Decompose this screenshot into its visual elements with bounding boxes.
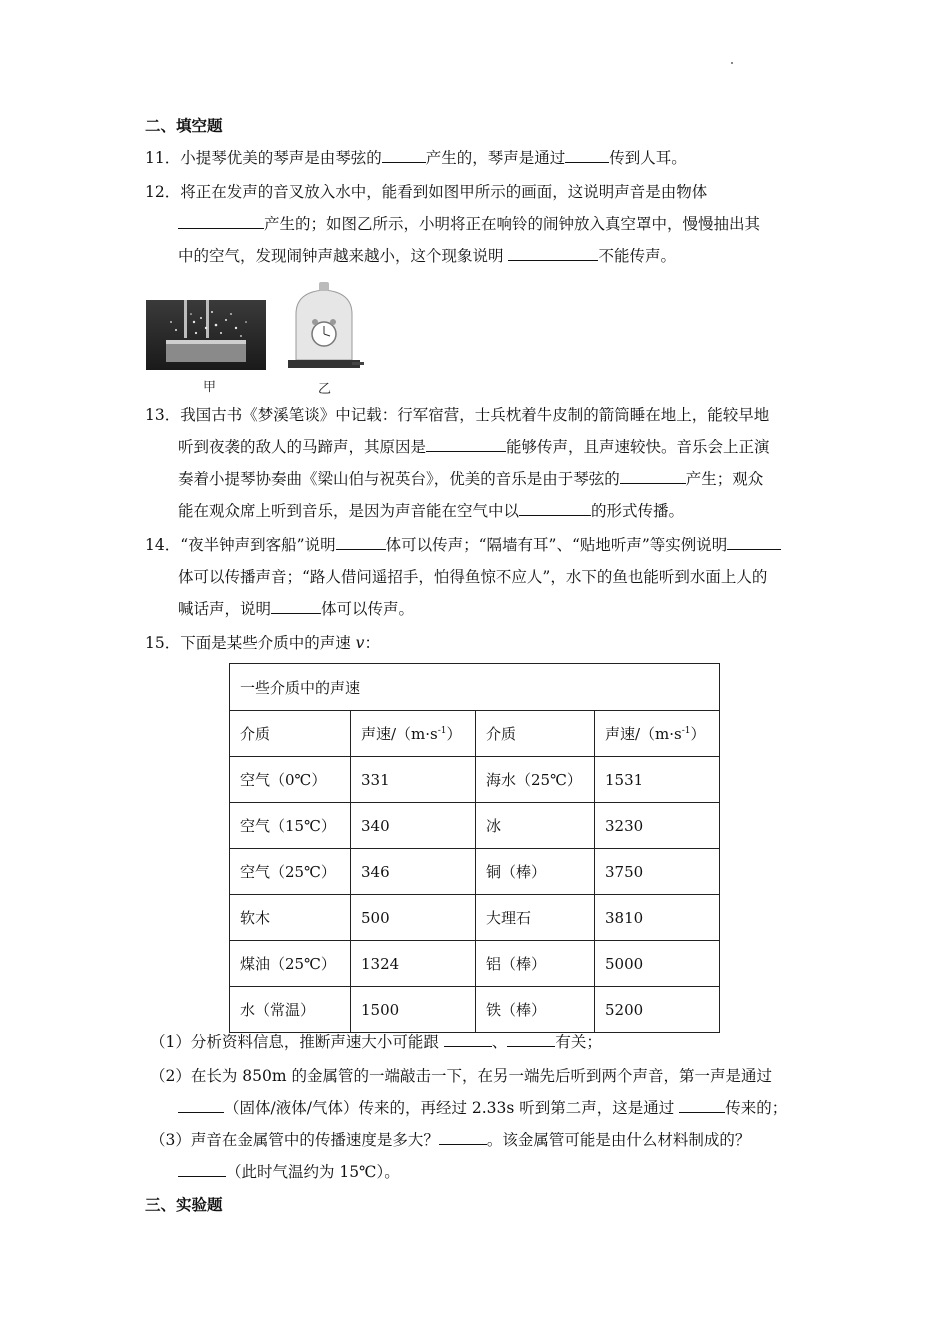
- answer-blank[interactable]: [382, 147, 426, 163]
- sound-speed-table: [229, 663, 720, 1033]
- question-13-line-3: 奏着小提琴协奏曲《梁山伯与祝英台》，优美的音乐是由于琴弦的 产生；观众: [178, 470, 764, 488]
- question-number: 12．: [145, 183, 181, 201]
- answer-blank[interactable]: [271, 598, 321, 614]
- answer-blank[interactable]: [444, 1031, 492, 1047]
- page-dot: [731, 62, 733, 64]
- table-row: 煤油（25℃） 1324 铝（棒） 5000: [230, 941, 720, 987]
- tuning-fork-in-water-image: [146, 300, 266, 370]
- question-13-line-1: 13．我国古书《梦溪笔谈》中记载：行军宿营，士兵枕着牛皮制的箭筒睡在地上，能较早地: [145, 406, 770, 424]
- answer-blank[interactable]: [565, 147, 609, 163]
- table-header-row: [230, 711, 720, 757]
- question-number: 11．: [145, 149, 181, 167]
- question-14-line-3: 喊话声，说明 体可以传声。: [178, 600, 415, 618]
- section-heading-experiment: 三、实验题: [145, 1196, 223, 1214]
- question-12-line-1: 12．将正在发声的音叉放入水中，能看到如图甲所示的画面，这说明声音是由物体: [145, 183, 708, 201]
- question-number: 13．: [145, 406, 181, 424]
- figure-caption-yi: 乙: [318, 382, 332, 397]
- table-row: 空气（15℃） 340 冰 3230: [230, 803, 720, 849]
- question-number: 14．: [145, 536, 181, 554]
- question-12-line-2: 产生的；如图乙所示，小明将正在响铃的闹钟放入真空罩中，慢慢抽出其: [178, 213, 760, 235]
- question-13-line-2: 听到夜袭的敌人的马蹄声，其原因是 能够传声，且声速较快。音乐会上正演: [178, 438, 770, 456]
- answer-blank[interactable]: [507, 1031, 555, 1047]
- answer-blank[interactable]: [679, 1097, 725, 1113]
- answer-blank[interactable]: [336, 534, 386, 550]
- question-15-part-3-line-1: （3）声音在金属管中的传播速度是多大？ 。该金属管可能是由什么材料制成的？: [150, 1131, 751, 1149]
- answer-blank[interactable]: [727, 534, 781, 550]
- header-medium: 介质: [230, 711, 351, 757]
- figure-caption-jia: 甲: [203, 380, 217, 395]
- header-speed: 声速$/(m\cdot s^{-1})$: [595, 711, 720, 757]
- question-14-line-2: 体可以传播声音；“路人借问遥招手，怕得鱼惊不应人”，水下的鱼也能听到水面上人的: [178, 568, 768, 586]
- question-14-line-1: 14．“夜半钟声到客船”说明 体可以传声；“隔墙有耳”、“贴地听声”等实例说明: [145, 534, 781, 556]
- section-heading-fill-in: 二、填空题: [145, 117, 223, 135]
- question-15-intro: 15．下面是某些介质中的声速 v：: [145, 634, 380, 652]
- question-number: 15．: [145, 634, 181, 652]
- bell-jar-alarm-clock-image: [282, 278, 366, 374]
- question-15-part-1: （1）分析资料信息，推断声速大小可能跟 、 有关；: [150, 1033, 602, 1051]
- header-medium: 介质: [476, 711, 595, 757]
- table-row: 水（常温） 1500 铁（棒） 5200: [230, 987, 720, 1033]
- answer-blank[interactable]: [508, 245, 598, 261]
- answer-blank[interactable]: [178, 213, 264, 229]
- question-12-line-3: 中的空气，发现闹钟声越来越小，这个现象说明 不能传声。: [178, 247, 676, 265]
- answer-blank[interactable]: [178, 1097, 224, 1113]
- question-15-part-2-line-2: （固体/液体/气体）传来的，再经过 2.33s 听到第二声，这是通过 传来的；: [178, 1097, 787, 1119]
- answer-blank[interactable]: [519, 500, 591, 516]
- answer-blank[interactable]: [620, 468, 686, 484]
- table-row: 空气（25℃） 346 铜（棒） 3750: [230, 849, 720, 895]
- table-row: 空气（0℃） 331 海水（25℃） 1531: [230, 757, 720, 803]
- question-15-part-2-line-1: （2）在长为 850m 的金属管的一端敲击一下，在另一端先后听到两个声音，第一声是通过: [150, 1067, 773, 1085]
- question-11: 11．小提琴优美的琴声是由琴弦的 产生的，琴声是通过 传到人耳。: [145, 149, 687, 167]
- answer-blank[interactable]: [426, 436, 506, 452]
- table-row: 软木 500 大理石 3810: [230, 895, 720, 941]
- question-15-part-3-line-2: （此时气温约为 15℃）。: [178, 1161, 400, 1183]
- header-speed: 声速$/(m\cdot s^{-1})$: [351, 711, 476, 757]
- table-title: 一些介质中的声速: [230, 664, 720, 711]
- answer-blank[interactable]: [439, 1129, 487, 1145]
- answer-blank[interactable]: [178, 1161, 226, 1177]
- question-13-line-4: 能在观众席上听到音乐，是因为声音能在空气中以 的形式传播。: [178, 502, 685, 520]
